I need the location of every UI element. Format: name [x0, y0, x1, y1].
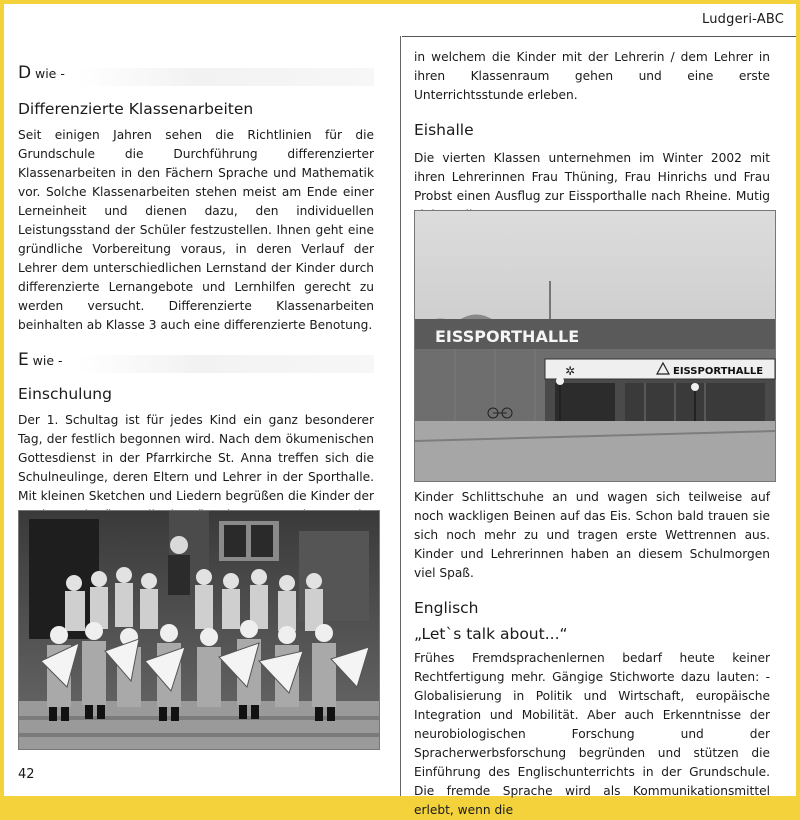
letter-band	[78, 355, 374, 373]
letter-d-suffix: wie -	[34, 66, 65, 81]
photo-eissporthalle	[414, 210, 776, 482]
letter-e: E	[18, 350, 29, 370]
letter-e-suffix: wie -	[32, 353, 63, 368]
letter-d: D	[18, 63, 32, 83]
svg-text:✲: ✲	[565, 364, 576, 378]
paragraph-klassenarbeiten: Seit einigen Jahren sehen die Richtlinien für die Grundschule die Durchführung differenzierter Klassenarbeiten in den Fächern Sprache und Mathematik vor. Solche Klassenarbeiten stehen meist am Ende einer Lerneinheit und dienen dazu, den individuellen Leistungsstand der Schüler festzustellen. Ihnen geht eine gründliche Vorbereitung voraus, in deren Verlauf der Lehrer dem unterschiedlichen Lernstand der Kinder durch differenzierte Lernangebote und Lernhilfen gerecht zu werden versucht. Differenzierte Klassenarbeiten beinhalten ab Klasse 3 auch eine differenzierte Benotung.	[18, 128, 374, 332]
heading-differenzierte-klassenarbeiten: Differenzierte Klassenarbeiten	[18, 100, 254, 118]
sign-eissporthalle-entrance: EISSPORTHALLE	[673, 366, 764, 377]
paragraph-einschulung: Der 1. Schultag ist für jedes Kind ein ganz besonderer Tag, der festlich begonnen wird. Nach dem ökumenischen Gottesdienst in der Pfarrkirche St. Anna treffen sich die Schulneulinge, deren Eltern und Lehrer in der Sporthalle. Mit kleinen Sketchen und Liedern begrüßen die Kinder der	[18, 413, 374, 503]
book-page	[4, 4, 796, 817]
right-column-top	[414, 48, 770, 225]
header-rule	[402, 36, 796, 37]
letter-band	[78, 68, 374, 86]
sign-eissporthalle-main: EISSPORTHALLE	[435, 327, 580, 346]
paragraph-einschulung-continued: in welchem die Kinder mit der Lehrerin / dem Lehrer in ihren Klassenraum gehen und eine erste Unterrichtsstunde erleben.	[414, 50, 770, 102]
paragraph-englisch: Frühes Fremdsprachenlernen bedarf heute keiner Rechtfertigung mehr. Gängige Stichworte dazu lauten: - Globalisierung in Politik und Wirtschaft, europäische Integration und Mobilität. Aber auch Erkenntnisse der neurobiologischen Forschung und der Spracherwerbsforschung begründen und stützen die Einführung des Englischunterrichts in der Grundschule. Die fremde Sprache wird als Kommunikationsmittel erlebt, wenn die	[414, 651, 770, 817]
heading-englisch: Englisch	[414, 599, 479, 617]
column-divider	[400, 36, 401, 796]
running-head: Ludgeri-ABC	[702, 12, 784, 27]
letter-e-header	[18, 351, 374, 377]
heading-eishalle: Eishalle	[414, 121, 474, 139]
right-column-bottom	[414, 488, 770, 820]
heading-einschulung: Einschulung	[18, 385, 112, 403]
photo-children-graphic	[19, 511, 379, 749]
photo-eissporthalle-graphic	[415, 211, 775, 481]
paragraph-eishalle: Die vierten Klassen unternehmen im Winter 2002 mit ihren Lehrerinnen Frau Thüning, Frau Hinrichs und Frau Probst einen Ausflug zur Eissporthalle nach Rheine. Mutig	[414, 151, 770, 203]
paragraph-eishalle-continued: Kinder Schlittschuhe an und wagen sich teilweise auf noch wackligen Beinen auf das Eis. Schon bald trauen sie sich noch mehr zu und tragen erste Wettrennen aus. Kinder und Lehrerinnen haben an diesem Schulmorgen viel Spaß.	[414, 490, 770, 580]
left-column	[18, 64, 374, 544]
subheading-lets-talk: „Let`s talk about...“	[414, 625, 568, 643]
photo-einschulung-children	[18, 510, 380, 750]
page-number: 42	[18, 767, 35, 782]
letter-d-header	[18, 64, 374, 90]
